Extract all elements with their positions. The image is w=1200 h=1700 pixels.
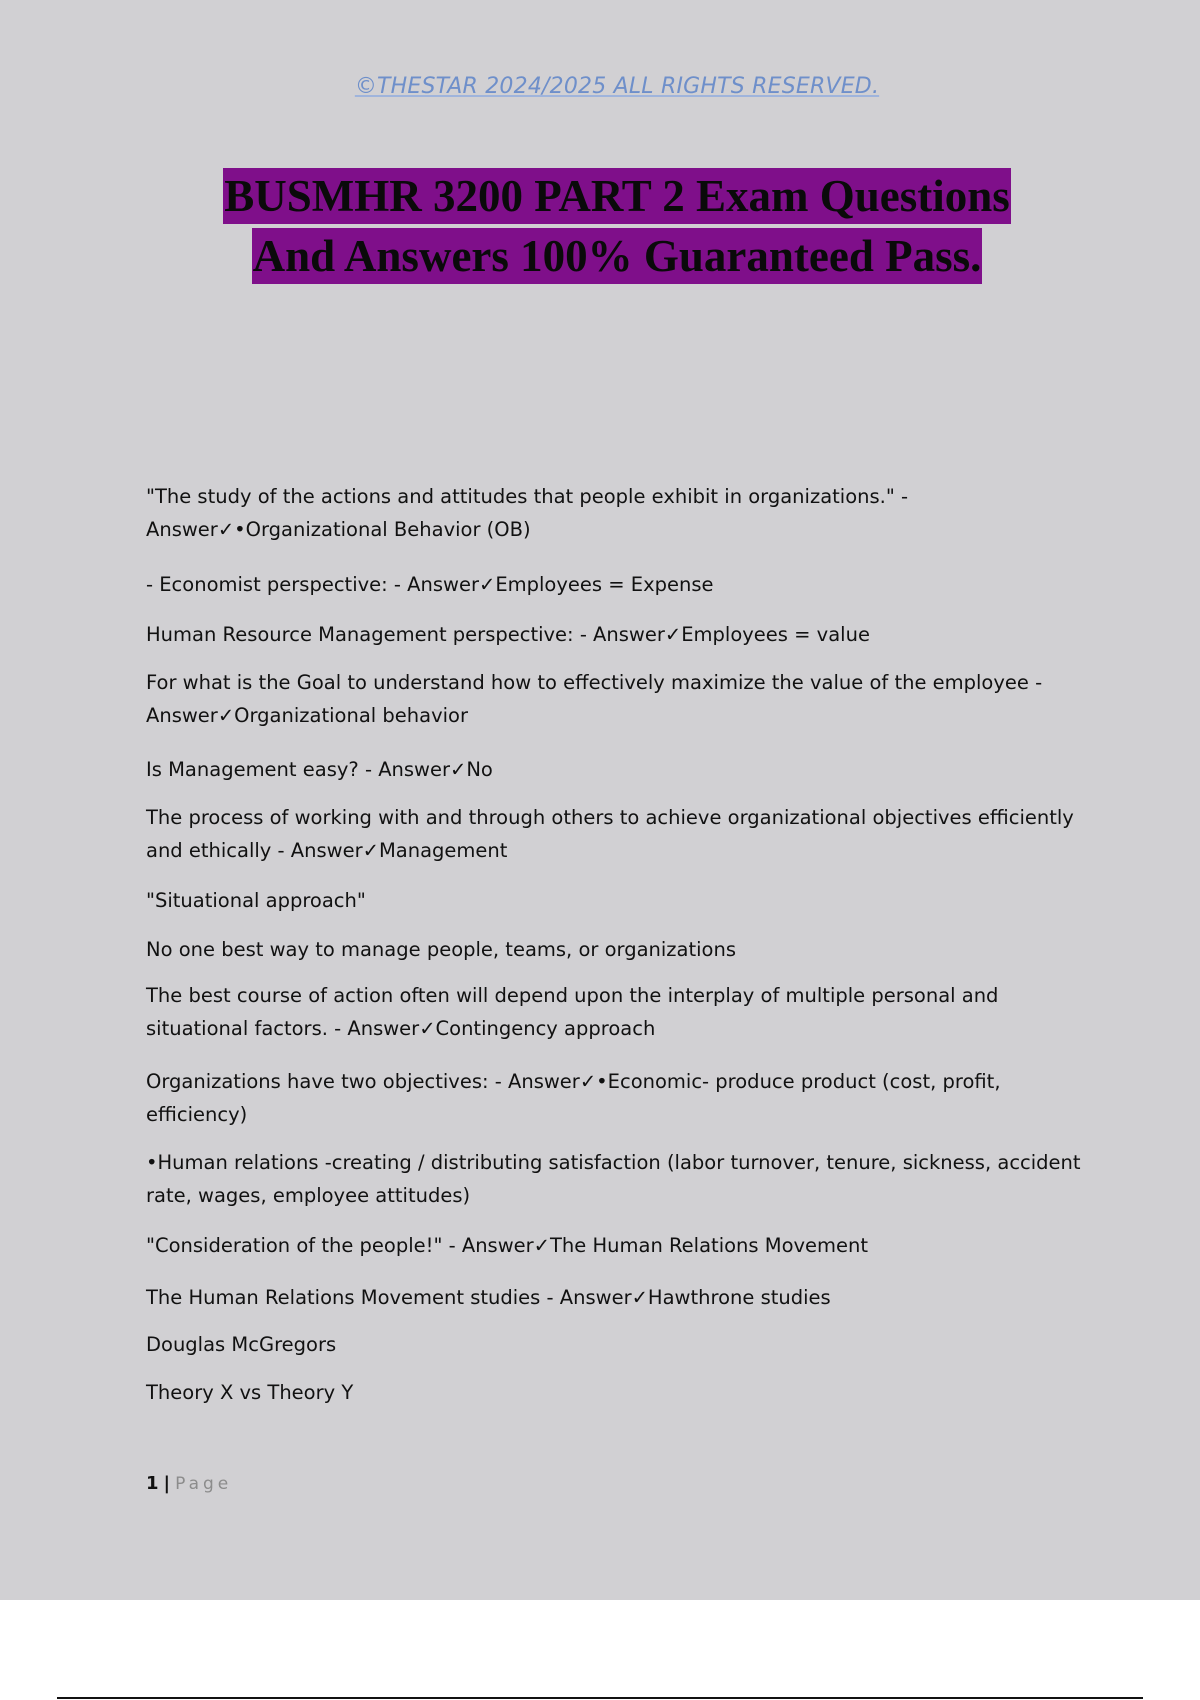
page-number: 1 [146,1473,159,1494]
qa-item: The best course of action often will depend upon the interplay of multiple personal and situational factors. - Answer✓Contingency approach [146,984,999,1040]
qa-item: "Situational approach" [146,889,366,912]
document-title [0,168,1200,284]
bottom-divider [57,1697,1143,1699]
qa-item: - Economist perspective: - Answer✓Employees = Expense [146,573,714,596]
title-line-1: BUSMHR 3200 PART 2 Exam Questions [223,168,1011,224]
qa-item: "The study of the actions and attitudes that people exhibit in organizations." - Answer✓•Organizational Behavior (OB) [146,485,909,541]
qa-item: For what is the Goal to understand how to effectively maximize the value of the employee - Answer✓Organizational behavior [146,671,1043,727]
qa-item: The Human Relations Movement studies - Answer✓Hawthrone studies [146,1286,831,1309]
page-separator: | [163,1473,171,1494]
qa-item: Douglas McGregors [146,1333,337,1356]
qa-item: Theory X vs Theory Y [146,1381,354,1404]
title-line-2: And Answers 100% Guaranteed Pass. [252,228,983,284]
page-footer [146,1473,232,1494]
copyright-header: ©THESTAR 2024/2025 ALL RIGHTS RESERVED. [354,74,880,99]
page-label: Page [175,1474,233,1494]
qa-item: Human Resource Management perspective: - Answer✓Employees = value [146,623,870,646]
qa-item: No one best way to manage people, teams, or organizations [146,938,737,961]
qa-item: •Human relations -creating / distributing satisfaction (labor turnover, tenure, sickness, accident rate, wages, employee attitudes) [146,1151,1081,1207]
qa-item: "Consideration of the people!" - Answer✓The Human Relations Movement [146,1234,869,1257]
qa-item: Is Management easy? - Answer✓No [146,758,493,781]
qa-item: Organizations have two objectives: - Answer✓•Economic- produce product (cost, profit, efficiency) [146,1070,1001,1126]
qa-item: The process of working with and through others to achieve organizational objectives efficiently and ethically - Answer✓Management [146,806,1074,862]
